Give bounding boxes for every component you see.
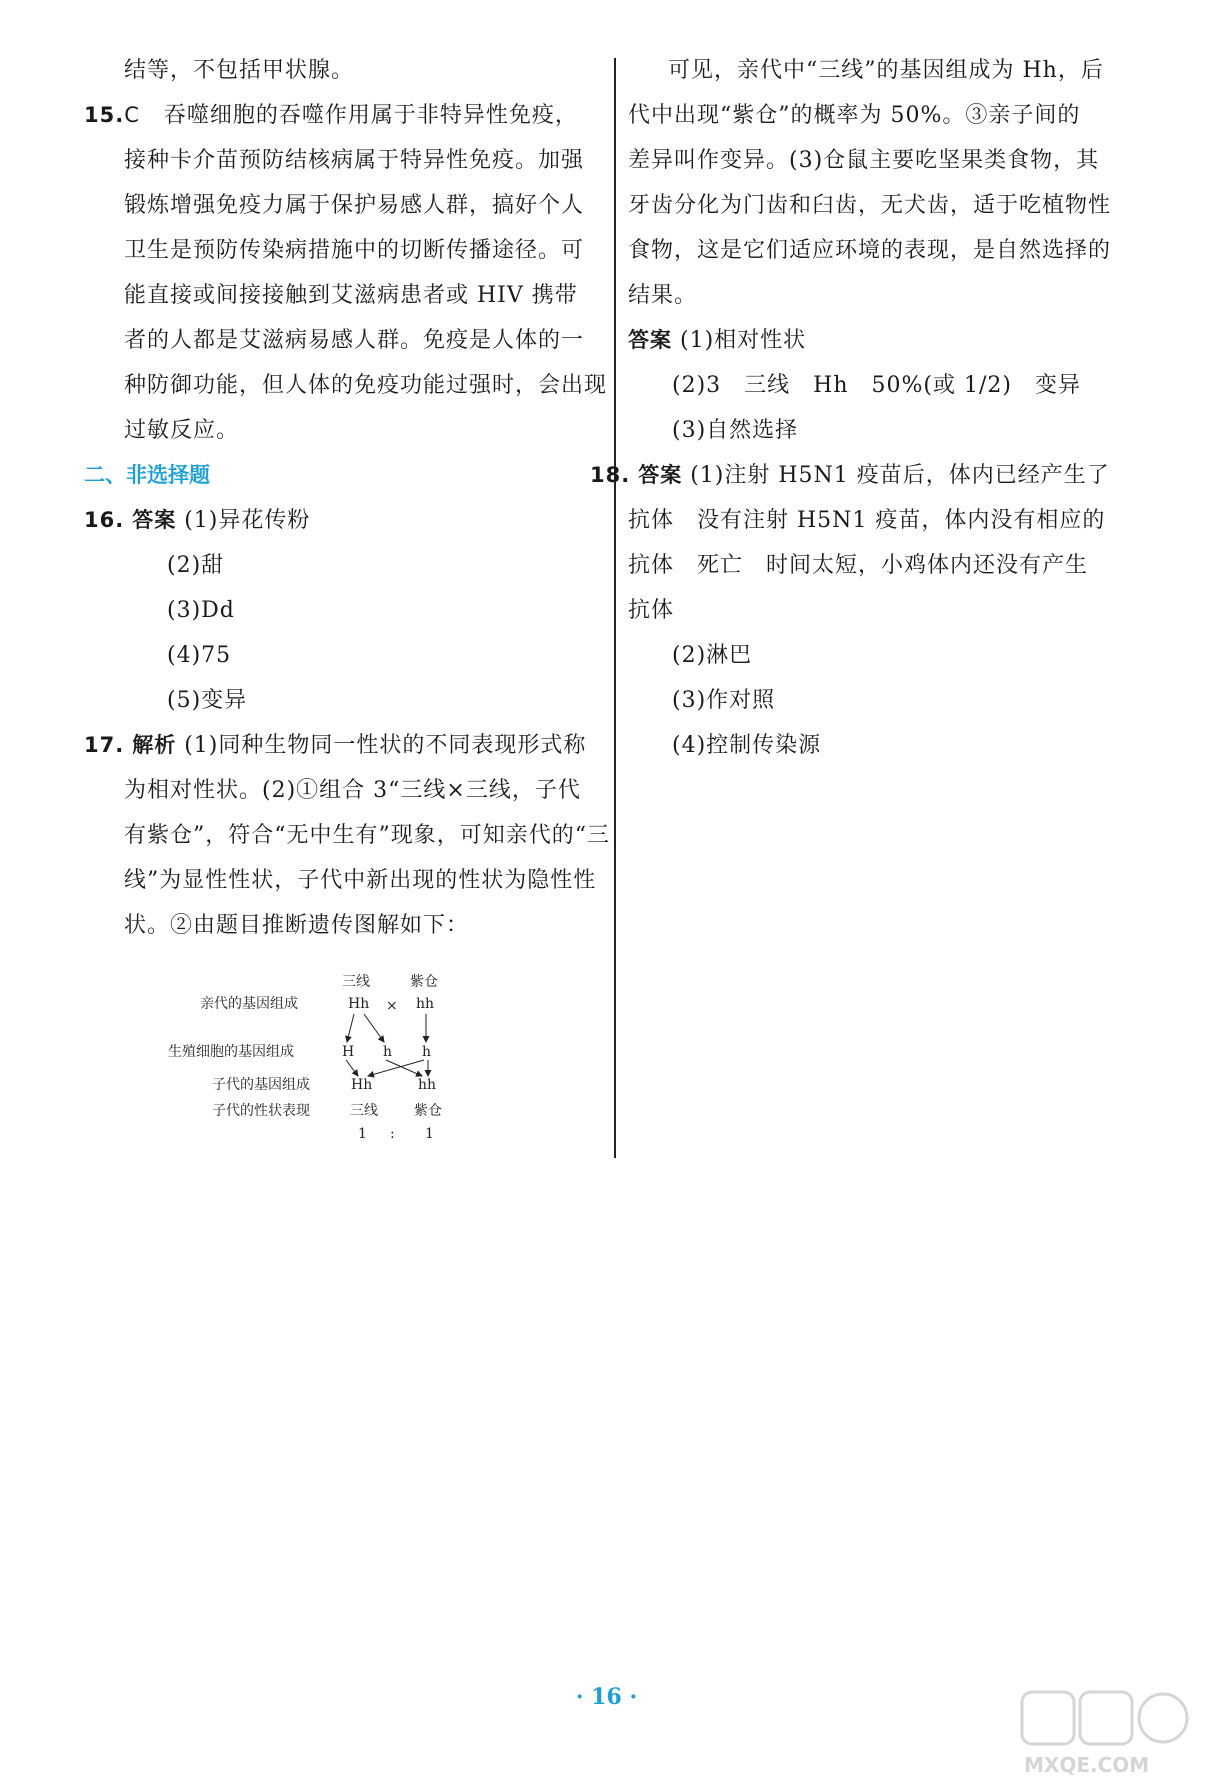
text-line: 代中出现“紫仓”的概率为 50%。③亲子间的 — [628, 103, 1081, 128]
question-number: 18. — [590, 463, 631, 487]
question-16 — [84, 498, 602, 543]
question-17-answer — [628, 318, 1158, 363]
answer-item: (5)变异 — [167, 688, 248, 713]
offspring-trait: 三线 — [350, 1103, 378, 1119]
cross-symbol: × — [386, 998, 398, 1014]
text-line: 差异叫作变异。(3)仓鼠主要吃坚果类食物，其 — [628, 148, 1100, 173]
ratio-value: 1 — [358, 1126, 367, 1142]
text-line: (1)同种生物同一性状的不同表现形式称 — [184, 733, 587, 758]
question-17 — [84, 723, 602, 768]
text-line: 接种卡介苗预防结核病属于特异性免疫。加强 — [124, 148, 585, 173]
row-label: 亲代的基因组成 — [200, 996, 298, 1012]
row-label: 子代的基因组成 — [212, 1077, 310, 1093]
ratio-colon: : — [390, 1126, 395, 1142]
gamete: H — [342, 1044, 355, 1060]
answer-item: (2)3 三线 Hh 50%(或 1/2) 变异 — [672, 373, 1081, 398]
question-number: 17. — [84, 733, 125, 757]
text-line: 过敏反应。 — [124, 418, 240, 443]
parent2-trait: 紫仓 — [410, 974, 438, 990]
offspring-trait: 紫仓 — [414, 1103, 442, 1119]
ratio-value: 1 — [425, 1126, 434, 1142]
text-line: 卫生是预防传染病措施中的切断传播途径。可 — [124, 238, 585, 263]
text-line: 状。②由题目推断遗传图解如下： — [124, 913, 470, 938]
text-line: 者的人都是艾滋病易感人群。免疫是人体的一 — [124, 328, 585, 353]
text-line: 抗体 死亡 时间太短，小鸡体内还没有产生 — [628, 553, 1089, 578]
parent1-genotype: Hh — [348, 996, 370, 1012]
answer-item: (1)注射 H5N1 疫苗后，体内已经产生了 — [690, 463, 1110, 488]
text-line: 抗体 — [628, 598, 675, 623]
page-number: · 16 · — [575, 1684, 638, 1710]
parent1-trait: 三线 — [342, 974, 370, 990]
text-line: 食物，这是它们适应环境的表现，是自然选择的 — [628, 238, 1112, 263]
text-line: 吞噬细胞的吞噬作用属于非特异性免疫， — [163, 103, 578, 128]
answer-item: (1)相对性状 — [680, 328, 807, 353]
column-divider — [614, 58, 616, 1158]
analysis-keyword: 解析 — [132, 733, 177, 757]
answer-item: (3)Dd — [167, 598, 235, 623]
text-line: 能直接或间接接触到艾滋病患者或 HIV 携带 — [124, 283, 578, 308]
arrow — [364, 1014, 384, 1042]
question-number: 16. — [84, 508, 125, 532]
gamete: h — [383, 1044, 393, 1060]
text-line: 种防御功能，但人体的免疫功能过强时，会出现 — [124, 373, 608, 398]
text-line: 结等，不包括甲状腺。 — [124, 58, 355, 83]
question-15 — [84, 93, 602, 138]
parent2-genotype: hh — [416, 996, 435, 1012]
answer-keyword: 答案 — [628, 328, 672, 352]
answer-item: (4)75 — [167, 643, 232, 668]
watermark-text: MXQE.COM — [1024, 1753, 1150, 1777]
offspring-genotype: hh — [418, 1077, 437, 1093]
answer-item: (1)异花传粉 — [184, 508, 311, 533]
answer-keyword: 答案 — [132, 508, 177, 532]
answer-letter: C — [124, 103, 140, 127]
question-number: 15. — [84, 103, 125, 127]
text-line: 抗体 没有注射 H5N1 疫苗，体内没有相应的 — [628, 508, 1106, 533]
section-heading: 二、非选择题 — [84, 463, 210, 487]
text-line: 可见，亲代中“三线”的基因组成为 Hh，后 — [668, 58, 1104, 83]
gamete: h — [422, 1044, 432, 1060]
arrow — [346, 1060, 358, 1076]
text-line: 锻炼增强免疫力属于保护易感人群，搞好个人 — [124, 193, 585, 218]
genetic-diagram — [168, 970, 520, 1160]
answer-item: (4)控制传染源 — [672, 733, 822, 758]
watermark-logo — [1018, 1688, 1193, 1778]
left-column — [84, 48, 610, 948]
offspring-genotype: Hh — [351, 1077, 373, 1093]
right-column — [590, 48, 1158, 768]
text-line: 牙齿分化为门齿和臼齿，无犬齿，适于吃植物性 — [628, 193, 1112, 218]
row-label: 子代的性状表现 — [212, 1103, 310, 1119]
answer-item: (3)作对照 — [672, 688, 776, 713]
text-line: 有紫仓”，符合“无中生有”现象，可知亲代的“三 — [124, 823, 610, 848]
answer-item: (2)甜 — [167, 553, 225, 578]
answer-item: (3)自然选择 — [672, 418, 799, 443]
text-line: 线”为显性性状，子代中新出现的性状为隐性性 — [124, 868, 597, 893]
question-18 — [590, 453, 1158, 498]
text-line: 结果。 — [628, 283, 698, 308]
answer-keyword: 答案 — [638, 463, 683, 487]
row-label: 生殖细胞的基因组成 — [168, 1044, 294, 1060]
answer-item: (2)淋巴 — [672, 643, 753, 668]
arrow — [347, 1014, 354, 1042]
text-line: 为相对性状。(2)①组合 3“三线×三线，子代 — [124, 778, 581, 803]
